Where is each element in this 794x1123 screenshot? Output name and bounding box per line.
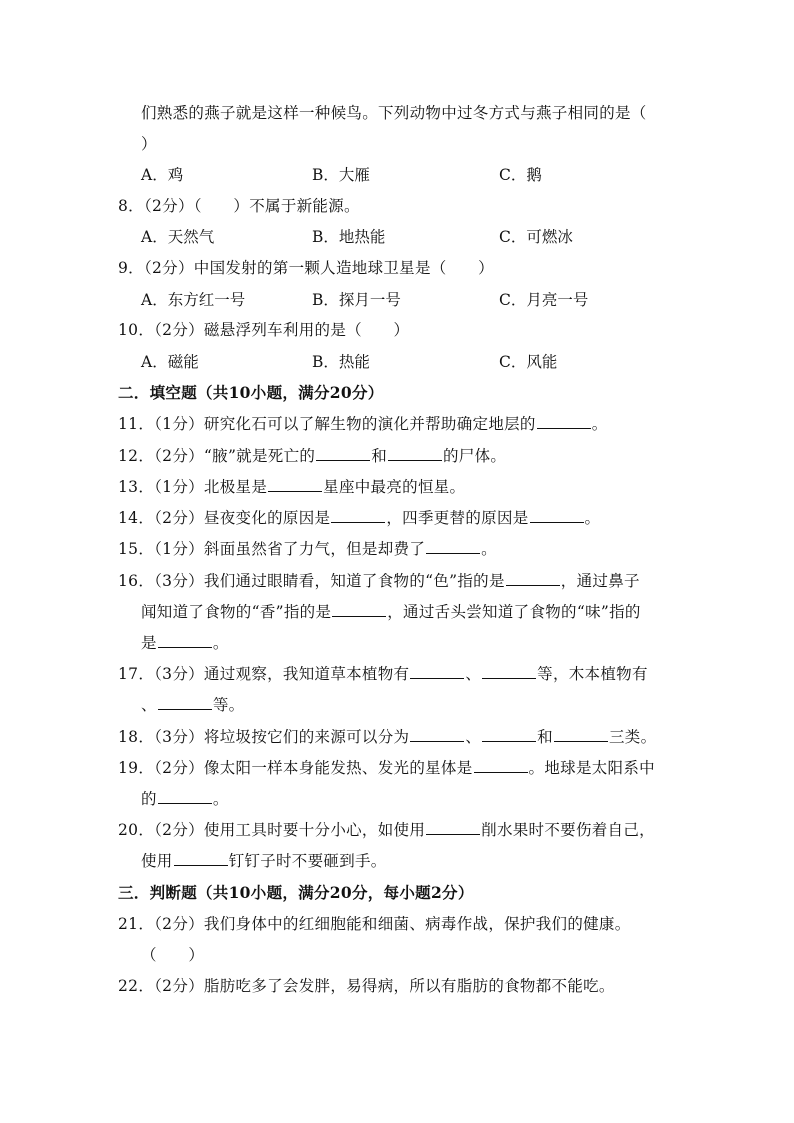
q17-line1 <box>118 664 648 684</box>
q19-line2 <box>141 789 229 809</box>
q19-text: 19．（2分）像太阳一样本身能发热、发光的星体是 <box>118 759 473 777</box>
q18-text: 18．（3分）将垃圾按它们的来源可以分为 <box>118 728 410 746</box>
q12-text-end: 的尸体。 <box>443 447 507 465</box>
q19-line1 <box>118 758 655 778</box>
q17-line2 <box>141 695 244 715</box>
q11-text: 11．（1分）研究化石可以了解生物的演化并帮助确定地层的 <box>118 415 536 433</box>
q10-text: 10．（2分）磁悬浮列车利用的是（ ） <box>118 321 410 339</box>
q18-text-3: 和 <box>537 728 553 746</box>
q17-text: 17．（3分）通过观察，我知道草本植物有 <box>118 665 410 683</box>
section-fill-in-heading: 二．填空题（共10小题，满分20分） <box>118 383 384 402</box>
q11 <box>118 414 608 434</box>
q7-option-b[interactable]: B．大雁 <box>312 166 370 184</box>
q16-line3 <box>141 633 229 653</box>
q14-text-mid: ，四季更替的原因是 <box>386 509 529 527</box>
q8-option-a[interactable]: A．天然气 <box>141 228 215 246</box>
q22-text: 22．（2分）脂肪吃多了会发胖，易得病，所以有脂肪的食物都不能吃。 <box>118 977 615 995</box>
q7-text-line2: ） <box>141 135 157 153</box>
q19-text-3: 的 <box>141 790 157 808</box>
q13-text: 13．（1分）北极星是 <box>118 478 268 496</box>
q10-option-c[interactable]: C．风能 <box>499 353 558 371</box>
q16-line2 <box>141 602 641 622</box>
q16-text-end: 。 <box>212 634 229 652</box>
answer-blank[interactable] <box>410 664 464 679</box>
q10-option-b[interactable]: B．热能 <box>312 353 370 371</box>
q15-text-end: 。 <box>481 540 497 558</box>
q20-line2 <box>141 851 387 871</box>
q20-line1 <box>118 820 655 840</box>
answer-blank[interactable] <box>426 539 480 554</box>
q20-text-end: 钉钉子时不要砸到手。 <box>228 852 387 870</box>
q10-option-a[interactable]: A．磁能 <box>141 353 199 371</box>
answer-blank[interactable] <box>316 446 370 461</box>
q17-text-2: 、 <box>465 665 482 683</box>
q12 <box>118 446 506 466</box>
q7-text-line1: 们熟悉的燕子就是这样一种候鸟。下列动物中过冬方式与燕子相同的是（ <box>141 104 647 122</box>
q13-text-end: 星座中最亮的恒星。 <box>323 478 466 496</box>
section-true-false-heading: 三．判断题（共10小题，满分20分，每小题2分） <box>118 883 474 902</box>
q14-text-end: 。 <box>584 509 601 527</box>
q17-text-3: 等，木本植物有 <box>537 665 648 683</box>
q15 <box>118 539 497 559</box>
q19-text-2: 。地球是太阳系中 <box>528 759 655 777</box>
q12-text: 12．（2分）“腋”就是死亡的 <box>118 447 316 465</box>
q19-text-end: 。 <box>212 790 229 808</box>
q16-text-2: ，通过鼻子 <box>560 572 640 590</box>
answer-blank[interactable] <box>158 695 212 710</box>
q18-text-2: 、 <box>465 728 482 746</box>
q16-text-4: ，通过舌头尝知道了食物的“味”指的 <box>387 603 641 621</box>
q15-text: 15．（1分）斜面虽然省了力气，但是却费了 <box>118 540 426 558</box>
answer-blank[interactable] <box>388 446 442 461</box>
q9-option-c[interactable]: C．月亮一号 <box>499 291 589 309</box>
q21-text: 21．（2分）我们身体中的红细胞能和细菌、病毒作战，保护我们的健康。 <box>118 915 631 933</box>
q16-text-3: 闻知道了食物的“香”指的是 <box>141 603 332 621</box>
answer-blank[interactable] <box>482 664 536 679</box>
answer-blank[interactable] <box>530 508 584 523</box>
answer-blank[interactable] <box>331 508 385 523</box>
q17-text-end: 等。 <box>212 696 245 714</box>
q9-text: 9．（2分）中国发射的第一颗人造地球卫星是（ ） <box>118 259 494 277</box>
q16-text: 16．（3分）我们通过眼睛看，知道了食物的“色”指的是 <box>118 572 505 590</box>
answer-blank[interactable] <box>174 851 228 866</box>
q8-option-c[interactable]: C．可燃冰 <box>499 228 573 246</box>
q9-option-a[interactable]: A．东方红一号 <box>141 291 246 309</box>
q16-line1 <box>118 571 640 591</box>
q17-text-4: 、 <box>141 696 157 714</box>
answer-blank[interactable] <box>268 477 322 492</box>
q8-text: 8．（2分）（ ）不属于新能源。 <box>118 197 360 215</box>
q14 <box>118 508 600 528</box>
answer-blank[interactable] <box>482 727 536 742</box>
q20-text: 20．（2分）使用工具时要十分小心，如使用 <box>118 821 426 839</box>
q12-text-mid: 和 <box>371 447 387 465</box>
q14-text: 14．（2分）昼夜变化的原因是 <box>118 509 331 527</box>
q20-text-3: 使用 <box>141 852 173 870</box>
answer-blank[interactable] <box>332 602 386 617</box>
q9-option-b[interactable]: B．探月一号 <box>312 291 401 309</box>
answer-blank[interactable] <box>537 414 591 429</box>
q18-text-end: 三类。 <box>608 728 657 746</box>
answer-blank[interactable] <box>410 727 464 742</box>
q7-option-c[interactable]: C．鹅 <box>499 166 542 184</box>
q16-text-5: 是 <box>141 634 157 652</box>
answer-blank[interactable] <box>554 727 608 742</box>
answer-blank[interactable] <box>158 633 212 648</box>
answer-blank[interactable] <box>158 789 212 804</box>
q13 <box>118 477 465 497</box>
answer-blank[interactable] <box>506 571 560 586</box>
q20-text-2: 削水果时不要伤着自己， <box>481 821 655 839</box>
q11-text-end: 。 <box>591 415 608 433</box>
q7-option-a[interactable]: A．鸡 <box>141 166 184 184</box>
q8-option-b[interactable]: B．地热能 <box>312 228 386 246</box>
answer-blank[interactable] <box>426 820 480 835</box>
q18 <box>118 727 656 747</box>
q21-answer-paren[interactable]: （ ） <box>141 946 205 964</box>
answer-blank[interactable] <box>474 758 528 773</box>
